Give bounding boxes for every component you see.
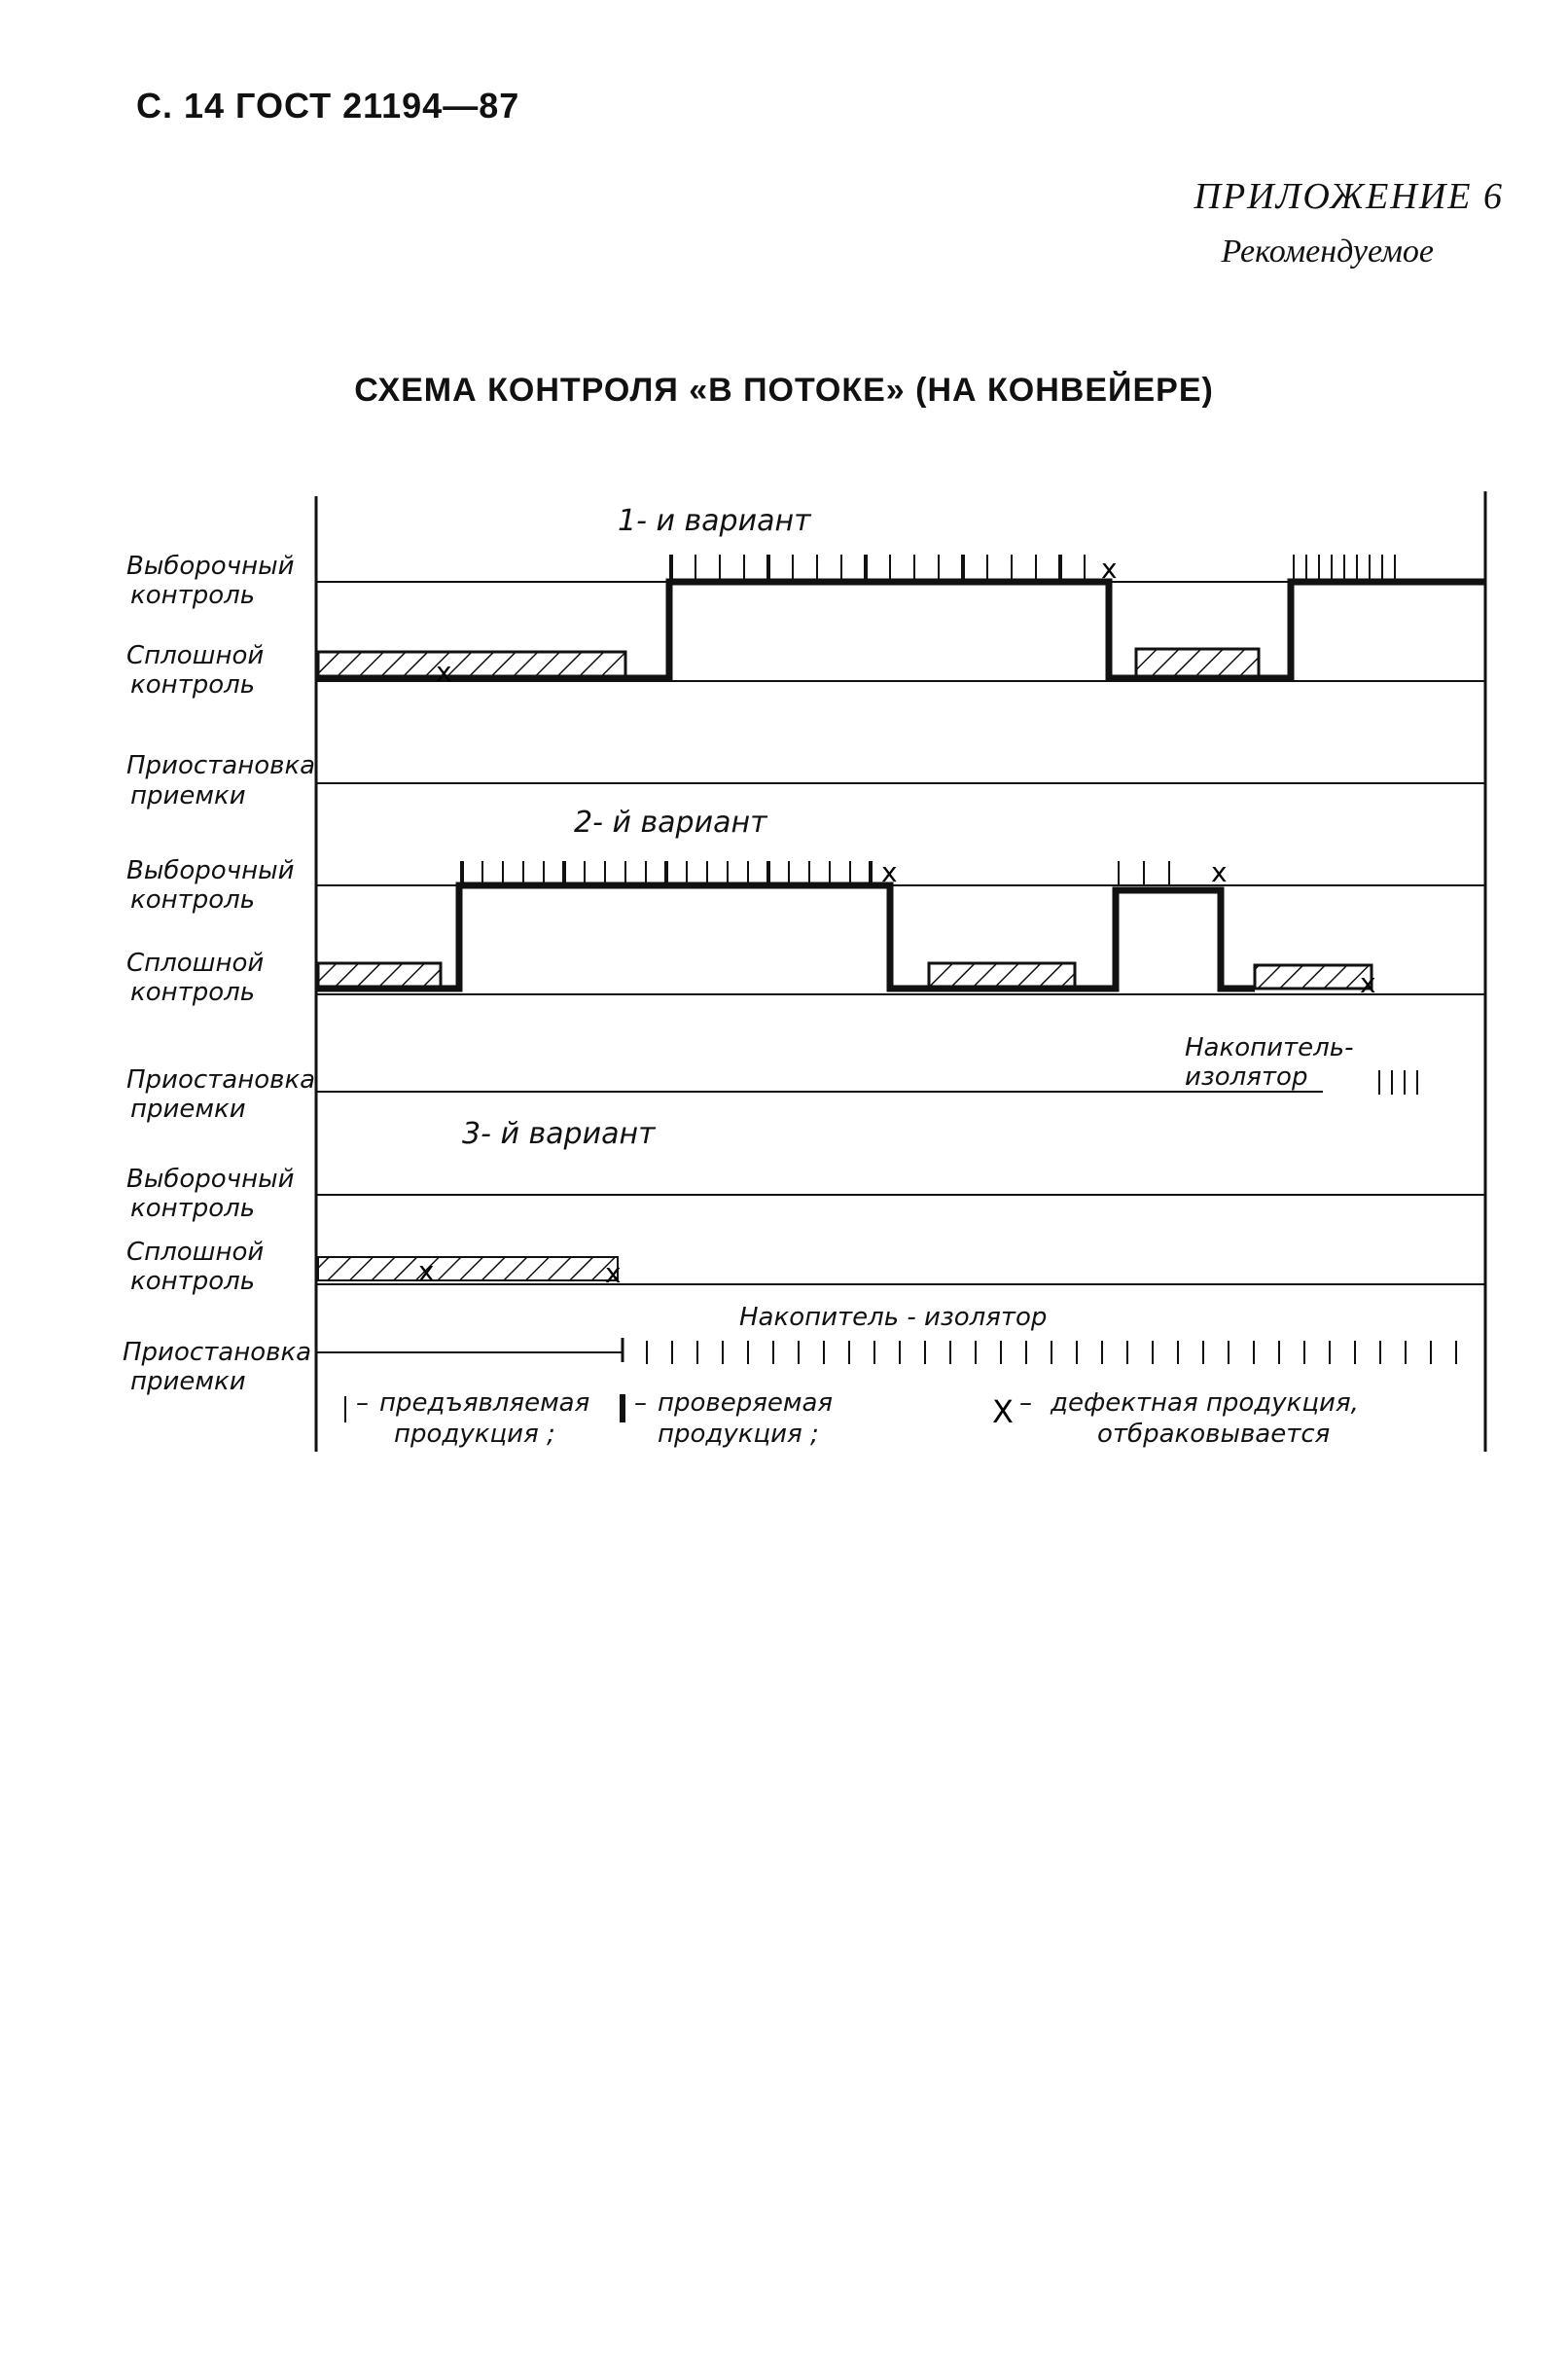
document-title: СХЕМА КОНТРОЛЯ «В ПОТОКЕ» (НА КОНВЕЙЕРЕ) (354, 372, 1214, 409)
hatch-block (318, 652, 625, 677)
variant-2-title: 2- й вариант (574, 806, 767, 840)
isolator-label: изолятор (1185, 1062, 1308, 1092)
legend (345, 1388, 1359, 1449)
row-label: приемки (130, 1095, 246, 1124)
hatch-block (1136, 649, 1259, 676)
tick-group (647, 1341, 1456, 1364)
tick-group (1379, 1070, 1417, 1095)
legend-defect-symbol: X (992, 1393, 1014, 1430)
hatch-block (1255, 965, 1372, 989)
legend-checked-label: продукция ; (658, 1420, 819, 1449)
row-label: Сплошной (126, 1238, 265, 1267)
row-label: Выборочный (126, 856, 295, 885)
row-label: контроль (130, 670, 256, 700)
row-label: Выборочный (126, 1165, 295, 1194)
isolator-label: Накопитель- (1185, 1033, 1354, 1062)
row-label: Сплошной (126, 949, 265, 978)
page-header: С. 14 ГОСТ 21194—87 (136, 86, 520, 126)
row-label: приемки (130, 1367, 246, 1396)
tick-group (671, 555, 1085, 582)
legend-presented-label: предъявляемая (379, 1388, 590, 1418)
tick-group (462, 861, 871, 885)
tick-group (1294, 555, 1395, 582)
row-label: контроль (130, 978, 256, 1007)
legend-presented-label: продукция ; (394, 1420, 555, 1449)
defect-mark: x (1360, 967, 1376, 999)
variant-2-signal (316, 856, 1417, 1095)
level-line (316, 885, 1255, 989)
defect-mark: x (1101, 553, 1118, 585)
hatch-block (929, 963, 1075, 987)
row-label: Приостановка (123, 1338, 312, 1367)
row-label: контроль (130, 1194, 256, 1223)
tick-group (1119, 861, 1169, 885)
legend-defect-label: дефектная продукция, (1051, 1388, 1359, 1418)
defect-mark: x (436, 656, 452, 688)
defect-mark: x (418, 1255, 435, 1287)
svg-text:–: – (356, 1388, 369, 1418)
variant-1-title: 1- и вариант (618, 504, 811, 538)
defect-mark: x (881, 856, 898, 888)
row-labels (123, 552, 315, 1396)
svg-text:–: – (634, 1388, 647, 1418)
legend-defect-label: отбраковывается (1097, 1420, 1331, 1449)
appendix-status: Рекомендуемое (1221, 234, 1434, 270)
row-label: контроль (130, 885, 256, 915)
row-label: Приостановка (126, 1065, 316, 1095)
row-label: Приостановка (126, 751, 316, 780)
hatch-block (318, 1257, 618, 1280)
row-label: Выборочный (126, 552, 295, 581)
row-label: приемки (130, 781, 246, 810)
appendix-label: ПРИЛОЖЕНИЕ 6 (1194, 176, 1504, 217)
hatch-block (318, 963, 441, 987)
variant-1-signal (316, 553, 1485, 688)
svg-text:–: – (1019, 1388, 1032, 1418)
row-label: контроль (130, 581, 256, 610)
variant-3-signal (318, 1255, 1456, 1364)
row-label: Сплошной (126, 641, 265, 670)
defect-mark: x (605, 1257, 622, 1289)
legend-checked-label: проверяемая (658, 1388, 834, 1418)
isolator-label: Накопитель - изолятор (739, 1303, 1048, 1332)
variant-3-title: 3- й вариант (462, 1117, 656, 1151)
row-label: контроль (130, 1267, 256, 1296)
defect-mark: x (1211, 856, 1228, 888)
